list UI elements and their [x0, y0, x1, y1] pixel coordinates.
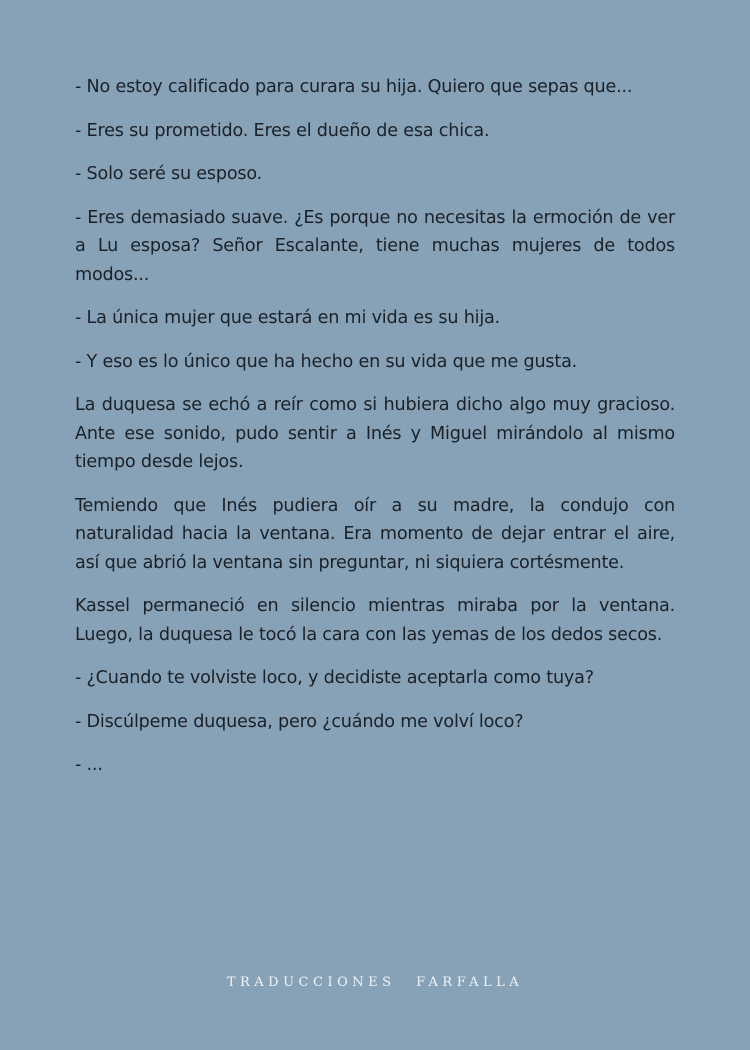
paragraph: - Solo seré su esposo. [75, 164, 263, 184]
footer-word: FARFALLA [416, 975, 524, 990]
paragraph: - ... [75, 755, 103, 775]
paragraph: - La única mujer que estará en mi vida es su hija. [75, 308, 501, 328]
paragraph: Temiendo que Inés pudiera oír a su madre, la condujo con naturalidad hacia la ventana. Era momento de dejar entrar el aire, así que abrió la ventana sin preguntar, ni siquiera cortésmente. [75, 495, 675, 573]
paragraph: - ¿Cuando te volviste loco, y decidiste aceptarla como tuya? [75, 668, 594, 688]
page-body [75, 73, 675, 795]
paragraph: - Eres su prometido. Eres el dueño de esa chica. [75, 120, 490, 141]
paragraph: - No estoy calificado para curara su hija. Quiero que sepas que... [75, 77, 633, 97]
paragraph: - Discúlpeme duquesa, pero ¿cuándo me volví loco? [75, 711, 524, 732]
paragraph: - Eres demasiado suave. ¿Es porque no necesitas la ermoción de ver a Lu esposa? Señor Escalante, tiene muchas mujeres de todos modos... [75, 207, 675, 285]
paragraph: Kassel permaneció en silencio mientras miraba por la ventana. Luego, la duquesa le tocó la cara con las yemas de los dedos secos. [75, 596, 675, 645]
paragraph: La duquesa se echó a reír como si hubiera dicho algo muy gracioso. Ante ese sonido, pudo sentir a Inés y Miguel mirándolo al mismo tiempo desde lejos. [75, 395, 675, 472]
footer-word: TRADUCCIONES [226, 975, 396, 990]
footer-credit [0, 975, 750, 990]
paragraph: - Y eso es lo único que ha hecho en su vida que me gusta. [75, 351, 578, 372]
